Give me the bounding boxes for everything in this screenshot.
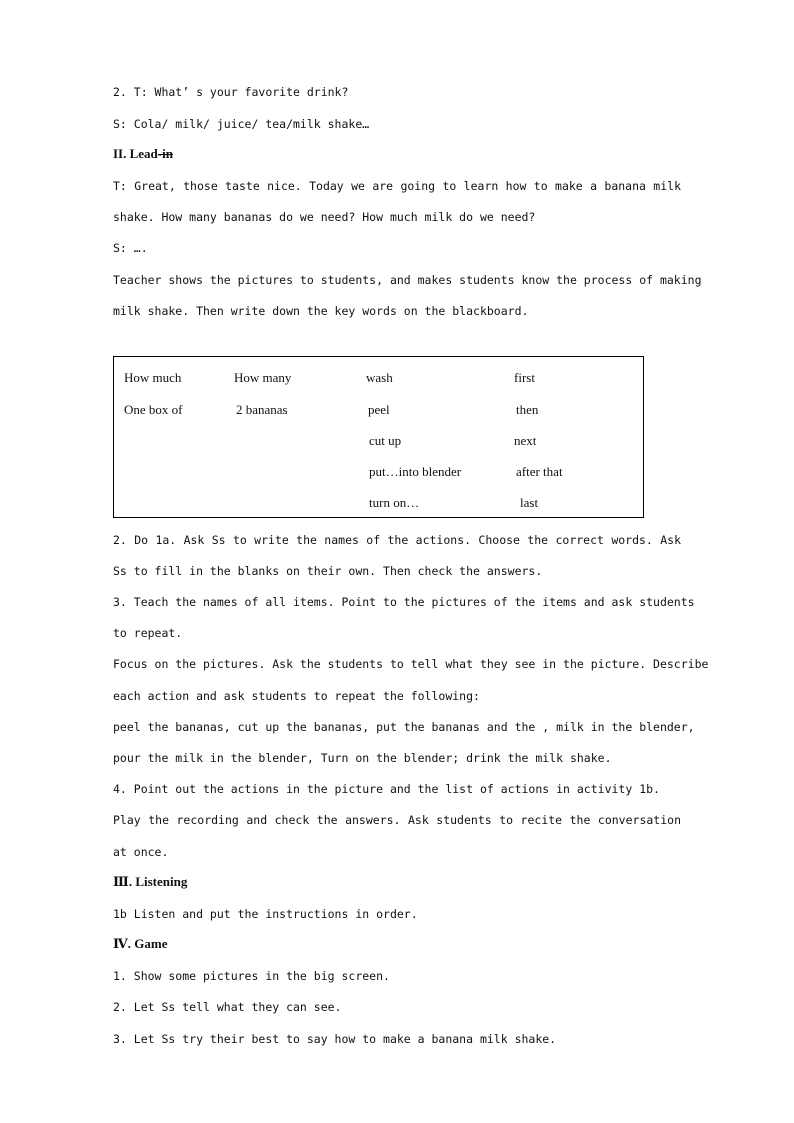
- paragraph-line: milk shake. Then write down the key words on the blackboard.: [113, 304, 529, 318]
- paragraph-line: 4. Point out the actions in the picture and the list of actions in activity 1b.: [113, 782, 660, 796]
- table-cell: last: [520, 495, 539, 510]
- paragraph-line: each action and ask students to repeat the following:: [113, 689, 480, 703]
- paragraph-line: peel the bananas, cut up the bananas, put the bananas and the , milk in the blender,: [113, 720, 695, 734]
- paragraph-line: Focus on the pictures. Ask the students to tell what they see in the picture. Describe: [113, 657, 709, 671]
- table-cell: cut up: [369, 433, 402, 448]
- paragraph-line: at once.: [113, 845, 169, 859]
- paragraph-line: 2. Let Ss tell what they can see.: [113, 1000, 342, 1014]
- paragraph-line: shake. How many bananas do we need? How much milk do we need?: [113, 210, 536, 224]
- table-cell: How many: [234, 370, 292, 385]
- paragraph-line: to repeat.: [113, 626, 183, 640]
- table-cell: 2 bananas: [236, 402, 288, 417]
- section-heading-listening: Ⅲ. Listening: [113, 874, 188, 889]
- heading-text: II. Lead: [113, 146, 158, 161]
- section-heading-lead-in: [113, 146, 681, 162]
- paragraph-line: 3. Let Ss try their best to say how to make a banana milk shake.: [113, 1032, 557, 1046]
- table-cell: One box of: [124, 402, 183, 417]
- paragraph-line: pour the milk in the blender, Turn on the blender; drink the milk shake.: [113, 751, 612, 765]
- heading-text-struck: -in: [157, 146, 173, 161]
- paragraph-line: 2. Do 1a. Ask Ss to write the names of the actions. Choose the correct words. Ask: [113, 533, 681, 547]
- paragraph-line: Teacher shows the pictures to students, and makes students know the process of making: [113, 273, 702, 287]
- table-cell: next: [514, 433, 537, 448]
- table-cell: put…into blender: [369, 464, 462, 479]
- paragraph-line: 1b Listen and put the instructions in order.: [113, 907, 418, 921]
- paragraph-line: 1. Show some pictures in the big screen.: [113, 969, 390, 983]
- paragraph-line: Ss to fill in the blanks on their own. Then check the answers.: [113, 564, 543, 578]
- paragraph-line: S: ….: [113, 241, 148, 255]
- paragraph-line: 3. Teach the names of all items. Point to the pictures of the items and ask students: [113, 595, 695, 609]
- section-heading-game: Ⅳ. Game: [113, 936, 168, 951]
- table-cell: peel: [368, 402, 390, 417]
- question-line: 2. T: What’ s your favorite drink?: [113, 85, 349, 99]
- answer-line: S: Cola/ milk/ juice/ tea/milk shake…: [113, 117, 370, 131]
- table-cell: then: [516, 402, 539, 417]
- key-words-table: [113, 356, 644, 518]
- paragraph-line: Play the recording and check the answers. Ask students to recite the conversation: [113, 813, 681, 827]
- table-cell: after that: [516, 464, 563, 479]
- table-cell: wash: [366, 370, 393, 385]
- table-cell: first: [514, 370, 535, 385]
- table-cell: turn on…: [369, 495, 420, 510]
- table-cell: How much: [124, 370, 182, 385]
- paragraph-line: T: Great, those taste nice. Today we are going to learn how to make a banana milk: [113, 179, 681, 193]
